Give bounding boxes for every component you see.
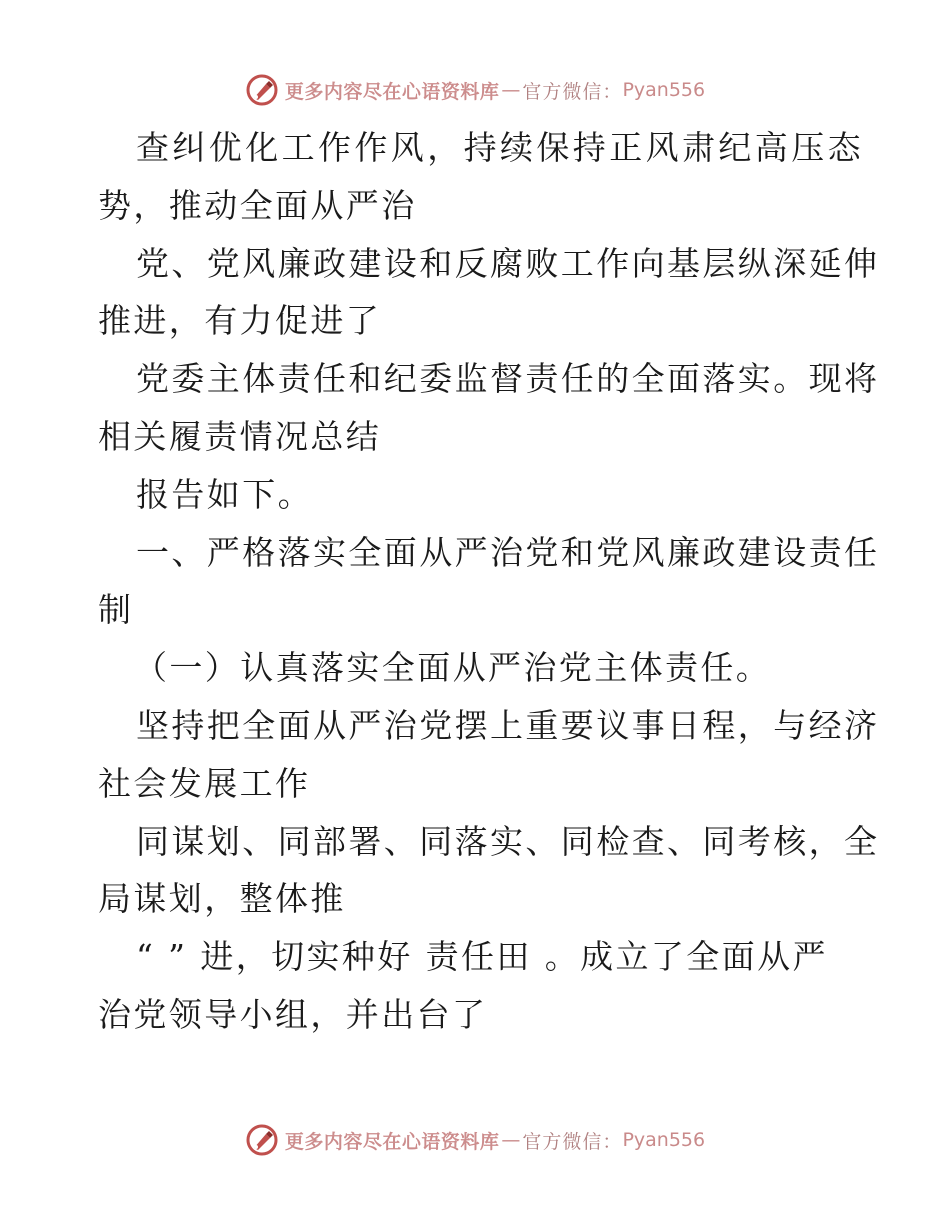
text-line: 推进，有力促进了: [98, 301, 382, 341]
header-watermark: [0, 70, 950, 110]
watermark-dash: —: [501, 79, 521, 101]
subsection-heading: （一）认真落实全面从严治党主体责任。: [134, 648, 772, 688]
text-line: 相关履责情况总结: [98, 416, 382, 456]
watermark-brand: 更多内容尽在心语资料库: [284, 1130, 500, 1153]
pen-logo-icon: [245, 1123, 279, 1157]
text-line: 坚持把全面从严治党摆上重要议事日程，与经济: [136, 705, 880, 745]
watermark-dash: —: [501, 1129, 521, 1151]
watermark-wechat-id: Pyan556: [622, 1129, 706, 1151]
watermark-label: 官方微信：: [522, 1130, 623, 1153]
section-heading: 一、严格落实全面从严治党和党风廉政建设责任: [136, 532, 880, 572]
text-line: 同谋划、同部署、同落实、同检查、同考核，全: [136, 821, 880, 861]
watermark-label: 官方微信：: [522, 80, 623, 103]
text-line: 社会发展工作: [98, 763, 311, 803]
text-line: 查纠优化工作作风，持续保持正风肃纪高压态: [136, 128, 864, 167]
text-line: 局谋划，整体推: [98, 879, 346, 919]
footer-watermark: [0, 1120, 950, 1160]
text-line: 势，推动全面从严治: [98, 185, 417, 225]
watermark-brand: 更多内容尽在心语资料库: [284, 80, 500, 103]
section-heading-continuation: 制: [98, 590, 134, 630]
watermark-wechat-id: Pyan556: [622, 79, 706, 101]
text-line: “ ” 进，切实种好 责任田 。成立了全面从严: [136, 937, 828, 977]
text-line: 党委主体责任和纪委监督责任的全面落实。现将: [136, 359, 880, 399]
document-body: [98, 119, 880, 1044]
pen-logo-icon: [245, 73, 279, 107]
text-line: 党、党风廉政建设和反腐败工作向基层纵深延伸: [136, 243, 880, 283]
text-line: 报告如下。: [136, 474, 313, 514]
text-line: 治党领导小组，并出台了: [98, 994, 488, 1034]
